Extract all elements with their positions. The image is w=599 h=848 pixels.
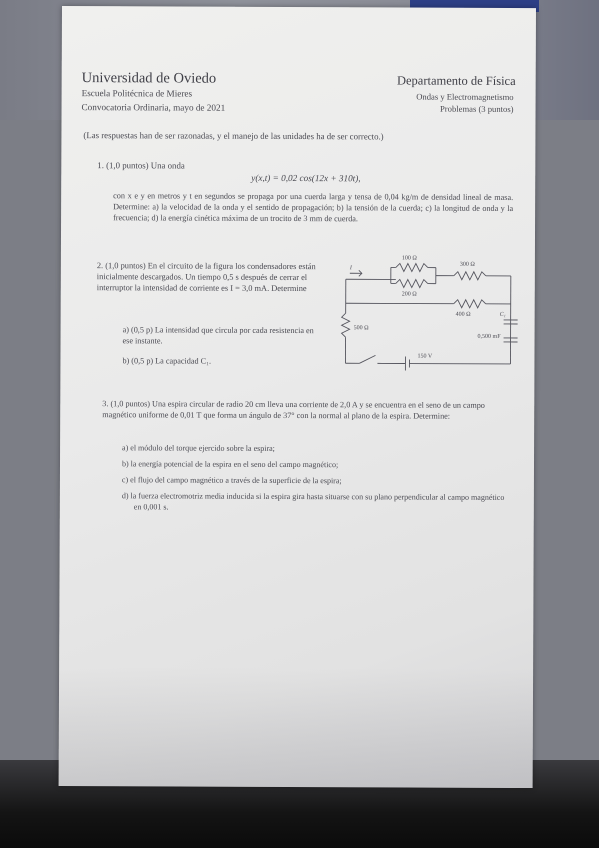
exam-sheet	[59, 6, 536, 788]
section-title: Problemas (3 puntos)	[440, 103, 514, 114]
label-r300: 300 Ω	[459, 261, 475, 268]
paper-shadow	[59, 666, 534, 788]
resistor-400	[454, 300, 486, 308]
problem-3-item-c: c) el flujo del campo magnético a través de la superficie de la espira;	[121, 475, 342, 486]
problem-2-part-b: b) (0,5 p) La capacidad C₁.	[122, 356, 212, 366]
problem-2-text: 2. (1,0 puntos) En el circuito de la figura los condensadores están inicialmente descargados. Un tiempo 0,5 s después de cerrar el interruptor la intensidad de corriente es I = 3,0 mA. Determine	[96, 261, 316, 294]
course-name: Ondas y Electromagnetismo	[416, 91, 514, 102]
problem-3-items	[122, 442, 512, 519]
label-r400: 400 Ω	[455, 311, 471, 318]
label-r100: 100 Ω	[401, 255, 417, 262]
university-name: Universidad de Oviedo	[81, 70, 217, 87]
problem-3-text: 3. (1,0 puntos) Una espira circular de radio 20 cm lleva una corriente de 2,0 A y se encuentra en el seno de un campo magnético uniforme de 0,01 T que forma un ángulo de 37° con la normal al plano de la espira. Determine:	[102, 399, 485, 421]
resistor-100	[396, 263, 428, 271]
resistor-200	[396, 279, 428, 287]
school-name: Escuela Politécnica de Mieres	[81, 88, 193, 99]
exam-session: Convocatoria Ordinaria, mayo de 2021	[81, 102, 226, 113]
label-c1: C₁	[499, 311, 506, 318]
label-battery: 150 V	[417, 353, 433, 360]
instructions: (Las respuestas han de ser razonadas, y el manejo de las unidades ha de ser correcto.)	[83, 130, 384, 142]
label-r500: 500 Ω	[353, 325, 369, 332]
circuit-diagram	[335, 245, 526, 376]
problem-3-item-a: a) el módulo del torque ejercido sobre la espira;	[122, 443, 275, 453]
resistor-500	[342, 313, 350, 337]
resistor-300	[454, 272, 486, 280]
label-r200: 200 Ω	[401, 291, 417, 298]
switch	[359, 355, 375, 363]
label-c2: 0,500 mF	[477, 333, 501, 340]
problem-3-item-d: d) la fuerza electromotriz media inducida si la espira gira hasta situarse con su plano perpendicular al campo magnético en 0,001 s.	[121, 491, 505, 512]
label-current: I	[349, 265, 352, 272]
problem-3-item-b: b) la energía potencial de la espira en el seno del campo magnético;	[121, 459, 339, 470]
problem-1-heading: 1. (1,0 puntos) Una onda	[97, 160, 185, 171]
problem-2-part-a: a) (0,5 p) La intensidad que circula por cada resistencia en ese instante.	[122, 325, 314, 346]
department-name: Departamento de Física	[396, 73, 516, 88]
wave-formula: y(x,t) = 0,02 cos(12x + 310t),	[251, 172, 361, 184]
problem-1-text: con x e y en metros y t en segundos se propaga por una cuerda larga y tensa de 0,04 kg/m de densidad lineal de masa. Determine: a) la velocidad de la onda y el sentido de propagación; b) la tensión de la cuerda; c) la longitud de onda y la frecuencia; d) la energía cinética máxima de un trocito de 3 mm de cuerda.	[113, 191, 514, 224]
